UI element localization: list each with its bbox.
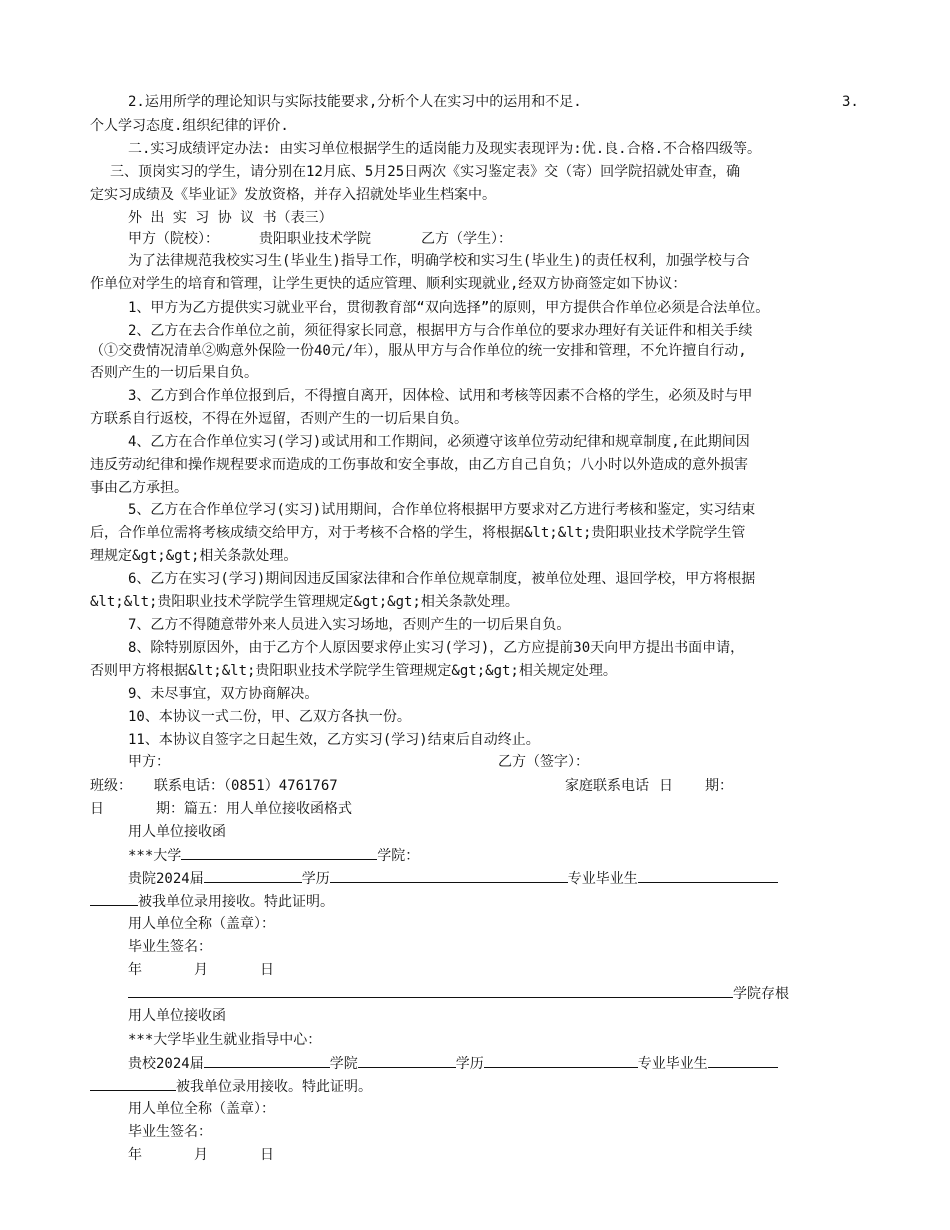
- graduate-sign-line: 毕业生签名：: [128, 1124, 212, 1140]
- stub-line: 学院存根: [128, 983, 789, 1004]
- paragraph-line: 作单位对学生的培育和管理，让学生更快的适应管理、顺利实现就业,经双方协商签定如下协议：: [90, 276, 687, 292]
- clause-line: 否则产生的一切后果自负。: [90, 365, 258, 381]
- paragraph-line: 2.运用所学的理论知识与实际技能要求,分析个人在实习中的运用和不足.: [128, 94, 582, 110]
- clause-line: 否则甲方将根据&lt;&lt;贵阳职业技术学院学生管理规定&gt;&gt;相关规定处理。: [90, 663, 617, 679]
- paragraph-line: 个人学习态度.组织纪律的评价.: [90, 118, 289, 134]
- letter-body: 贵院2024届 学历 专业毕业生: [128, 868, 778, 889]
- clause-line: 2、乙方在去合作单位之前，须征得家长同意，根据甲方与合作单位的要求办理好有关证件和相关手续: [128, 323, 753, 339]
- clause-line: 8、除特别原因外，由于乙方个人原因要求停止实习(学习)，乙方应提前30天向甲方提出书面申请，: [128, 640, 745, 656]
- paragraph-line: 二.实习成绩评定办法: 由实习单位根据学生的适岗能力及现实表现评为:优.良.合格.不合格四级等。: [128, 141, 761, 157]
- letter-address: ***大学 学院：: [128, 845, 419, 866]
- blank-field[interactable]: [484, 1053, 638, 1068]
- contact-line: 班级： 联系电话：（0851）4761767: [90, 778, 338, 794]
- date-line: 日 期：篇五：用人单位接收函格式: [90, 801, 352, 817]
- blank-field[interactable]: [90, 891, 138, 906]
- blank-field[interactable]: [204, 868, 302, 883]
- clause-line: 4、乙方在合作单位实习(学习)或试用和工作期间，必须遵守该单位劳动纪律和规章制度,在此期间因: [128, 434, 750, 450]
- paragraph-line: 为了法律规范我校实习生(毕业生)指导工作，明确学校和实习生(毕业生)的责任权利，加强学校与合: [128, 253, 750, 269]
- party-line: 甲方（院校）： 贵阳职业技术学院 乙方（学生）：: [128, 231, 512, 247]
- clause-line: 事由乙方承担。: [90, 480, 188, 496]
- blank-field[interactable]: [90, 1076, 176, 1091]
- signature-party-a: 甲方：: [128, 754, 170, 770]
- blank-field[interactable]: [330, 868, 568, 883]
- letter-title: 用人单位接收函: [128, 1008, 226, 1024]
- blank-field[interactable]: [638, 868, 778, 883]
- clause-line: 违反劳动纪律和操作规程要求而造成的工伤事故和安全事故，由乙方自己自负；八小时以外造成的意外损害: [90, 457, 748, 473]
- clause-line: 3、乙方到合作单位报到后，不得擅自离开，因体检、试用和考核等因素不合格的学生，必须及时与甲: [128, 388, 753, 404]
- paragraph-line: 定实习成绩及《毕业证》发放资格，并存入招就处毕业生档案中。: [90, 187, 496, 203]
- blank-field[interactable]: [708, 1053, 778, 1068]
- letter-body: 被我单位录用接收。特此证明。: [90, 891, 334, 912]
- employer-seal-line: 用人单位全称（盖章）：: [128, 1101, 275, 1117]
- contact-line: 家庭联系电话 日 期：: [565, 778, 733, 794]
- clause-line: 理规定&gt;&gt;相关条款处理。: [90, 548, 298, 564]
- letter-body: 被我单位录用接收。特此证明。: [90, 1076, 372, 1097]
- clause-line: &lt;&lt;贵阳职业技术学院学生管理规定&gt;&gt;相关条款处理。: [90, 594, 519, 610]
- signature-party-b: 乙方（签字）：: [498, 754, 589, 770]
- paragraph-line: 三、顶岗实习的学生，请分别在12月底、5月25日两次《实习鉴定表》交（寄）回学院招就处审查，确: [110, 164, 741, 180]
- letter-address: ***大学毕业生就业指导中心：: [128, 1032, 322, 1048]
- clause-line: 5、乙方在合作单位学习(实习)试用期间，合作单位将根据甲方要求对乙方进行考核和鉴定，实习结束: [128, 502, 756, 518]
- clause-line: 9、未尽事宜，双方协商解决。: [128, 686, 319, 702]
- clause-line: 10、本协议一式二份，甲、乙双方各执一份。: [128, 709, 411, 725]
- section-title: 外 出 实 习 协 议 书（表三）: [128, 210, 333, 226]
- letter-body: 贵校2024届 学院 学历 专业毕业生: [128, 1053, 778, 1074]
- date-line: 年 月 日: [128, 1147, 274, 1163]
- clause-line: 6、乙方在实习(学习)期间因违反国家法律和合作单位规章制度，被单位处理、退回学校，甲方将根据: [128, 571, 756, 587]
- clause-line: 1、甲方为乙方提供实习就业平台，贯彻教育部“双向选择”的原则，甲方提供合作单位必须是合法单位。: [128, 300, 770, 316]
- paragraph-line: 3.: [842, 94, 859, 110]
- clause-line: 方联系自行返校，不得在外逗留，否则产生的一切后果自负。: [90, 411, 468, 427]
- clause-line: 后，合作单位需将考核成绩交给甲方，对于考核不合格的学生，将根据&lt;&lt;贵阳职业技术学院学生管: [90, 525, 746, 541]
- blank-field[interactable]: [358, 1053, 456, 1068]
- date-line: 年 月 日: [128, 962, 274, 978]
- blank-field[interactable]: [181, 845, 377, 860]
- clause-line: 11、本协议自签字之日起生效，乙方实习(学习)结束后自动终止。: [128, 732, 540, 748]
- clause-line: 7、乙方不得随意带外来人员进入实习场地，否则产生的一切后果自负。: [128, 617, 571, 633]
- employer-seal-line: 用人单位全称（盖章）：: [128, 916, 275, 932]
- clause-line: （①交费情况清单②购意外保险一份40元/年），服从甲方与合作单位的统一安排和管理，不允许擅自行动,: [90, 343, 747, 359]
- letter-title: 用人单位接收函: [128, 824, 226, 840]
- blank-field[interactable]: [204, 1053, 330, 1068]
- graduate-sign-line: 毕业生签名：: [128, 939, 212, 955]
